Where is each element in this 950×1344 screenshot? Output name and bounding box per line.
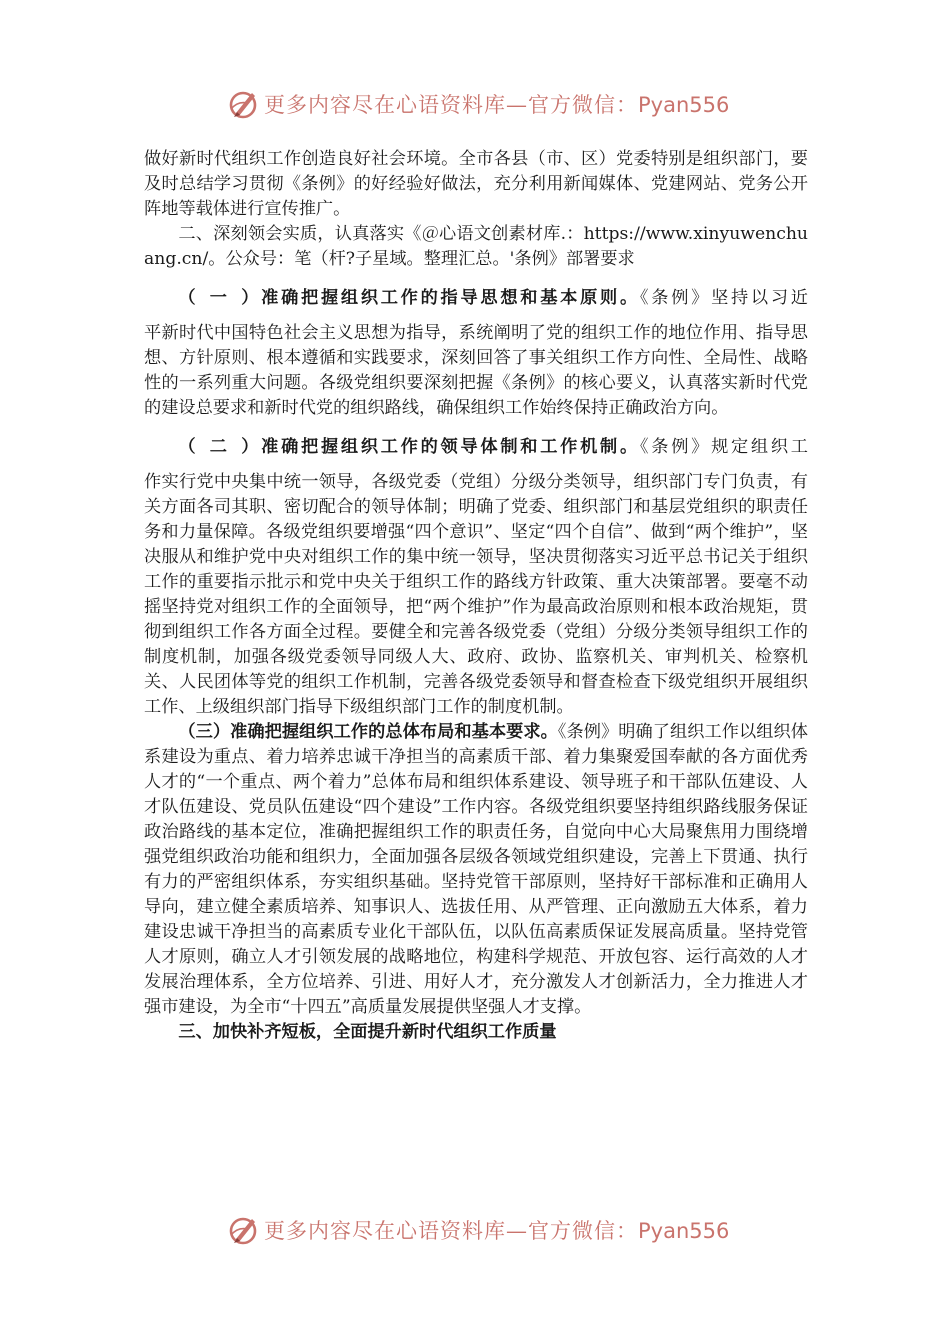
pen-logo-icon <box>228 87 260 121</box>
section-heading-2: 二、深刻领会实质，认真落实《＠心语文创素材库.：https://www.xinyuwenchuang.cn/。公众号：笔（杆?子星域。整理汇总。'条例》部署要求 <box>144 224 808 269</box>
watermark-footer <box>228 1210 729 1250</box>
subsection-3-body: 《条例》明确了组织工作以组织体系建设为重点、着力培养忠诚干净担当的高素质干部、着力集聚爱国奉献的各方面优秀人才的“一个重点、两个着力”总体布局和组织体系建设、领导班子和干部队伍建设、人才队伍建设、党员队伍建设“四个建设”工作内容。各级党组织要坚持组织路线服务保证政治路线的基本定位，准确把握组织工作的职责任务，自觉向中心大局聚焦用力围绕增强党组织政治功能和组织力，全面加强各层级各领域党组织建设，完善上下贯通、执行有力的严密组织体系，夯实组织基础。坚持党管干部原则，坚持好干部标准和正确用人导向，建立健全素质培养、知事识人、选拔任用、从严管理、正向激励五大体系，着力建设忠诚干净担当的高素质专业化干部队伍，以队伍高素质保证发展高质量。坚持党管人才原则，确立人才引领发展的战略地位，构建科学规范、开放包容、运行高效的人才发展治理体系，全方位培养、引进、用好人才，充分激发人才创新活力，全力推进人才强市建设，为全市“十四五”高质量发展提供坚强人才支撑。 <box>144 722 808 1017</box>
watermark-text: 更多内容尽在心语资料库—官方微信：Pyan556 <box>264 1219 730 1243</box>
subsection-2-heading: （二）准确把握组织工作的领导体制和工作机制。《条例》规定组织工 <box>178 437 808 457</box>
subsection-3-heading: （三）准确把握组织工作的总体布局和基本要求。 <box>178 722 558 742</box>
watermark-text: 更多内容尽在心语资料库—官方微信：Pyan556 <box>264 93 730 117</box>
paragraph-promotion: 做好新时代组织工作创造良好社会环境。全市各县（市、区）党委特别是组织部门，要及时总结学习贯彻《条例》的好经验好做法，充分利用新闻媒体、党建网站、党务公开阵地等载体进行宣传推广。 <box>144 149 808 219</box>
section-heading-3: 三、加快补齐短板，全面提升新时代组织工作质量 <box>178 1022 557 1042</box>
subsection-1-heading: （一）准确把握组织工作的指导思想和基本原则。《条例》坚持以习近 <box>178 288 808 308</box>
subsection-3 <box>144 720 808 1020</box>
watermark-header <box>228 84 729 124</box>
subsection-2-body: 作实行党中央集中统一领导，各级党委（党组）分级分类领导，组织部门专门负责，有关方面各司其职、密切配合的领导体制；明确了党委、组织部门和基层党组织的职责任务和力量保障。各级党组织要增强“四个意识”、坚定“四个自信”、做到“两个维护”，坚决服从和维护党中央对组织工作的集中统一领导，坚决贯彻落实习近平总书记关于组织工作的重要指示批示和党中央关于组织工作的路线方针政策、重大决策部署。要毫不动摇坚持党对组织工作的全面领导，把“两个维护”作为最高政治原则和根本政治规矩，贯彻到组织工作各方面全过程。要健全和完善各级党委（党组）分级分类领导组织工作的制度机制，加强各级党委领导同级人大、政府、政协、监察机关、审判机关、检察机关、人民团体等党的组织工作机制，完善各级党委领导和督查检查下级党组织开展组织工作、上级组织部门指导下级组织部门工作的制度机制。 <box>144 472 808 717</box>
document-body <box>144 147 808 1045</box>
subsection-1-body: 平新时代中国特色社会主义思想为指导，系统阐明了党的组织工作的地位作用、指导思想、方针原则、根本遵循和实践要求，深刻回答了事关组织工作方向性、全局性、战略性的一系列重大问题。各级党组织要深刻把握《条例》的核心要义，认真落实新时代党的建设总要求和新时代党的组织路线，确保组织工作始终保持正确政治方向。 <box>144 323 808 418</box>
pen-logo-icon <box>228 1213 260 1247</box>
